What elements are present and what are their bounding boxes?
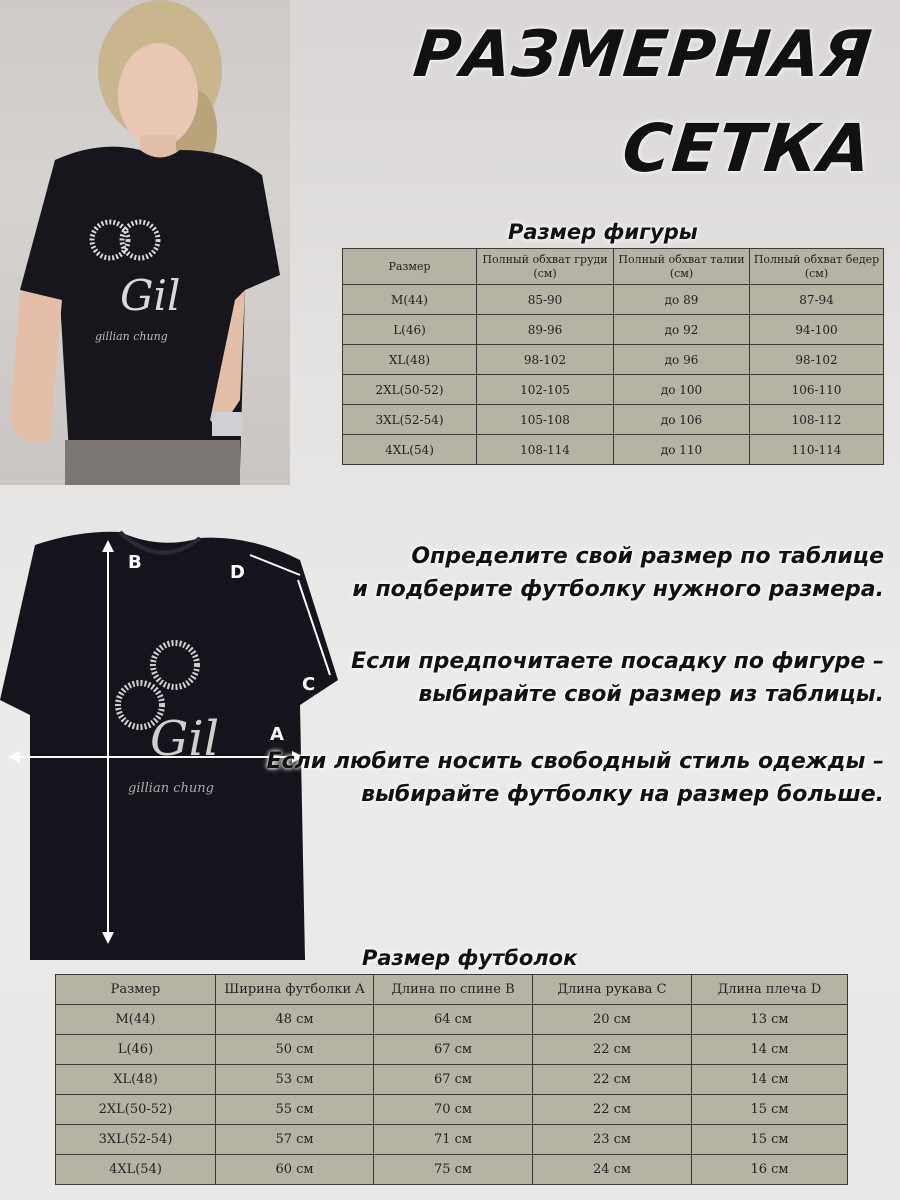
cell: 75 см	[374, 1155, 533, 1185]
header-width-a: Ширина футболки A	[216, 975, 374, 1005]
table-row	[56, 1035, 848, 1065]
instruction-line: и подберите футболку нужного размера.	[352, 577, 884, 602]
print-script: gillian chung	[95, 330, 168, 343]
instruction-line: выбирайте футболку на размер больше.	[361, 782, 884, 807]
cell: до 89	[614, 285, 750, 315]
table-row	[56, 1125, 848, 1155]
cell: 22 см	[533, 1095, 692, 1125]
measure-label-b: B	[128, 552, 142, 573]
tshirt-measure-diagram	[0, 500, 345, 970]
table-row	[343, 435, 884, 465]
cell: 14 см	[692, 1035, 848, 1065]
header-shoulder-d: Длина плеча D	[692, 975, 848, 1005]
cell: 50 см	[216, 1035, 374, 1065]
title-line-2: СЕТКА	[619, 110, 877, 187]
cell: 94-100	[750, 315, 884, 345]
table-row	[56, 1155, 848, 1185]
instruction-paragraph-2	[351, 645, 884, 711]
cell: 70 см	[374, 1095, 533, 1125]
header-waist: Полный обхват талии (см)	[614, 249, 750, 285]
cell: 85-90	[477, 285, 614, 315]
cell: L(46)	[56, 1035, 216, 1065]
table-row	[343, 405, 884, 435]
table-row	[343, 285, 884, 315]
cell: 108-114	[477, 435, 614, 465]
header-hips: Полный обхват бедер (см)	[750, 249, 884, 285]
table-row	[343, 315, 884, 345]
model-photo	[0, 0, 290, 485]
cell: M(44)	[56, 1005, 216, 1035]
header-size: Размер	[343, 249, 477, 285]
cell: 3XL(52-54)	[56, 1125, 216, 1155]
cell: 89-96	[477, 315, 614, 345]
cell: 48 см	[216, 1005, 374, 1035]
cell: 20 см	[533, 1005, 692, 1035]
cell: до 92	[614, 315, 750, 345]
cell: 22 см	[533, 1035, 692, 1065]
cell: 67 см	[374, 1065, 533, 1095]
cell: до 106	[614, 405, 750, 435]
header-back-length-b: Длина по спине B	[374, 975, 533, 1005]
cell: 60 см	[216, 1155, 374, 1185]
table-row	[343, 345, 884, 375]
print-logo: Gil	[120, 271, 181, 320]
cell: 2XL(50-52)	[56, 1095, 216, 1125]
cell: 98-102	[477, 345, 614, 375]
cell: до 100	[614, 375, 750, 405]
tee-table-title: Размер футболок	[362, 946, 578, 970]
table-header-row	[56, 975, 848, 1005]
cell: 15 см	[692, 1095, 848, 1125]
cell: до 110	[614, 435, 750, 465]
cell: 64 см	[374, 1005, 533, 1035]
title-line-1: РАЗМЕРНАЯ	[410, 18, 876, 92]
cell: L(46)	[343, 315, 477, 345]
figure-table-title: Размер фигуры	[508, 220, 698, 244]
cell: 23 см	[533, 1125, 692, 1155]
cell: 14 см	[692, 1065, 848, 1095]
measure-label-d: D	[230, 562, 245, 583]
cell: 53 см	[216, 1065, 374, 1095]
cell: 106-110	[750, 375, 884, 405]
cell: 15 см	[692, 1125, 848, 1155]
instruction-line: Если любите носить свободный стиль одежды –	[266, 749, 884, 774]
instruction-paragraph-1	[352, 540, 884, 606]
instruction-paragraph-3	[267, 745, 884, 811]
cell: 102-105	[477, 375, 614, 405]
header-sleeve-c: Длина рукава C	[533, 975, 692, 1005]
cell: 110-114	[750, 435, 884, 465]
cell: 4XL(54)	[343, 435, 477, 465]
instruction-line: Определите свой размер по таблице	[411, 544, 884, 569]
measure-label-a: A	[270, 724, 284, 745]
cell: 4XL(54)	[56, 1155, 216, 1185]
cell: M(44)	[343, 285, 477, 315]
cell: 2XL(50-52)	[343, 375, 477, 405]
cell: 13 см	[692, 1005, 848, 1035]
instruction-line: выбирайте свой размер из таблицы.	[418, 682, 884, 707]
cell: XL(48)	[343, 345, 477, 375]
cell: 3XL(52-54)	[343, 405, 477, 435]
cell: 24 см	[533, 1155, 692, 1185]
table-row	[343, 375, 884, 405]
table-row	[56, 1005, 848, 1035]
tshirt-size-table	[55, 974, 848, 1185]
cell: 71 см	[374, 1125, 533, 1155]
cell: до 96	[614, 345, 750, 375]
table-row	[56, 1065, 848, 1095]
print-script: gillian chung	[128, 781, 214, 796]
header-size: Размер	[56, 975, 216, 1005]
cell: 22 см	[533, 1065, 692, 1095]
cell: 108-112	[750, 405, 884, 435]
print-logo: Gil	[150, 711, 220, 767]
cell: XL(48)	[56, 1065, 216, 1095]
table-row	[56, 1095, 848, 1125]
cell: 16 см	[692, 1155, 848, 1185]
cell: 57 см	[216, 1125, 374, 1155]
table-header-row	[343, 249, 884, 285]
measure-label-c: C	[302, 674, 316, 695]
cell: 87-94	[750, 285, 884, 315]
cell: 55 см	[216, 1095, 374, 1125]
cell: 98-102	[750, 345, 884, 375]
header-chest: Полный обхват груди (см)	[477, 249, 614, 285]
figure-size-table	[342, 248, 884, 465]
instruction-line: Если предпочитаете посадку по фигуре –	[351, 649, 884, 674]
cell: 105-108	[477, 405, 614, 435]
cell: 67 см	[374, 1035, 533, 1065]
